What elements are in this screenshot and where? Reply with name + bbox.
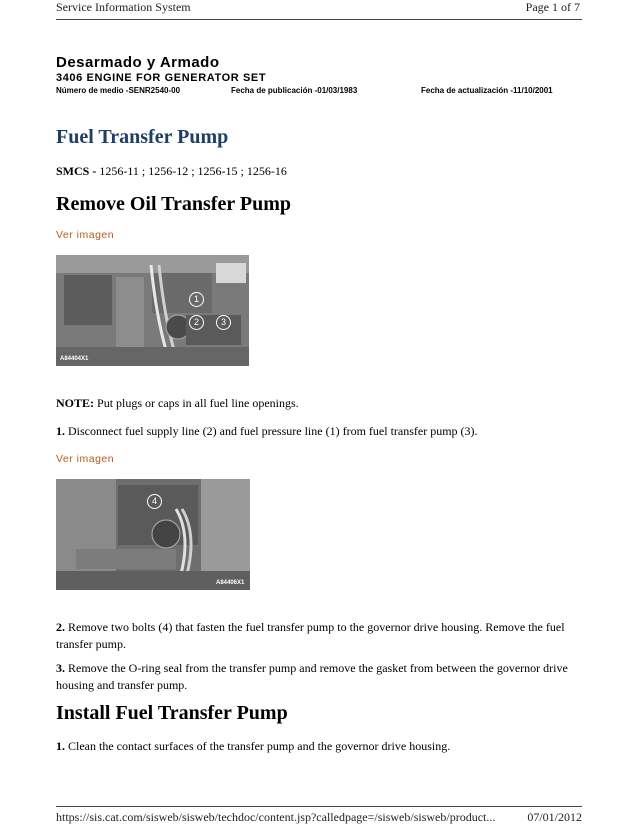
smcs-label: SMCS - [56, 164, 97, 178]
header-divider [56, 19, 582, 20]
doc-subtitle: 3406 ENGINE FOR GENERATOR SET [56, 72, 267, 84]
note-text: Put plugs or caps in all fuel line openings. [97, 396, 299, 410]
step-text: Disconnect fuel supply line (2) and fuel pressure line (1) from fuel transfer pump (3). [68, 424, 478, 438]
figure-1-label: A84404X1 [60, 356, 89, 362]
engine-photo-1 [56, 255, 249, 366]
step-number: 1. [56, 424, 65, 438]
footer-divider [56, 806, 582, 807]
step-number: 3. [56, 661, 65, 675]
step-text: Remove the O-ring seal from the transfer pump and remove the gasket from between the governor drive housing and transfer pump. [56, 661, 568, 692]
remove-step-2 [56, 619, 582, 653]
callout-1: 1 [189, 292, 204, 307]
install-step-1 [56, 738, 582, 755]
callout-4: 4 [147, 494, 162, 509]
footer-url: https://sis.cat.com/sisweb/sisweb/techdoc/content.jsp?calledpage=/sisweb/sisweb/product... [56, 810, 496, 824]
view-image-link-2[interactable]: Ver imagen [56, 453, 115, 465]
note-label: NOTE: [56, 396, 95, 410]
header-system-title: Service Information System [56, 0, 191, 14]
header-page-number: Page 1 of 7 [525, 0, 580, 14]
publication-date: Fecha de publicación -01/03/1983 [231, 86, 358, 95]
step-number: 1. [56, 739, 65, 753]
media-number: Número de medio -SENR2540-00 [56, 86, 181, 95]
callout-3: 3 [216, 315, 231, 330]
step-text: Remove two bolts (4) that fasten the fuel transfer pump to the governor drive housing. Remove the fuel transfer pump. [56, 620, 565, 651]
callout-2: 2 [189, 315, 204, 330]
smcs-line [56, 163, 287, 180]
remove-heading: Remove Oil Transfer Pump [56, 193, 291, 215]
note [56, 395, 299, 412]
figure-oil-transfer-pump [56, 255, 249, 366]
update-date: Fecha de actualización -11/10/2001 [421, 86, 553, 95]
figure-2-label: A84406X1 [216, 580, 245, 586]
view-image-link-1[interactable]: Ver imagen [56, 229, 115, 241]
smcs-codes: 1256-11 ; 1256-12 ; 1256-15 ; 1256-16 [99, 164, 287, 178]
step-text: Clean the contact surfaces of the transfer pump and the governor drive housing. [68, 739, 451, 753]
remove-step-3 [56, 660, 582, 694]
doc-title: Desarmado y Armado [56, 54, 220, 71]
remove-step-1 [56, 423, 582, 440]
section-title: Fuel Transfer Pump [56, 126, 229, 148]
install-heading: Install Fuel Transfer Pump [56, 702, 288, 724]
step-number: 2. [56, 620, 65, 634]
figure-bolts [56, 479, 250, 590]
footer-date: 07/01/2012 [527, 810, 582, 824]
